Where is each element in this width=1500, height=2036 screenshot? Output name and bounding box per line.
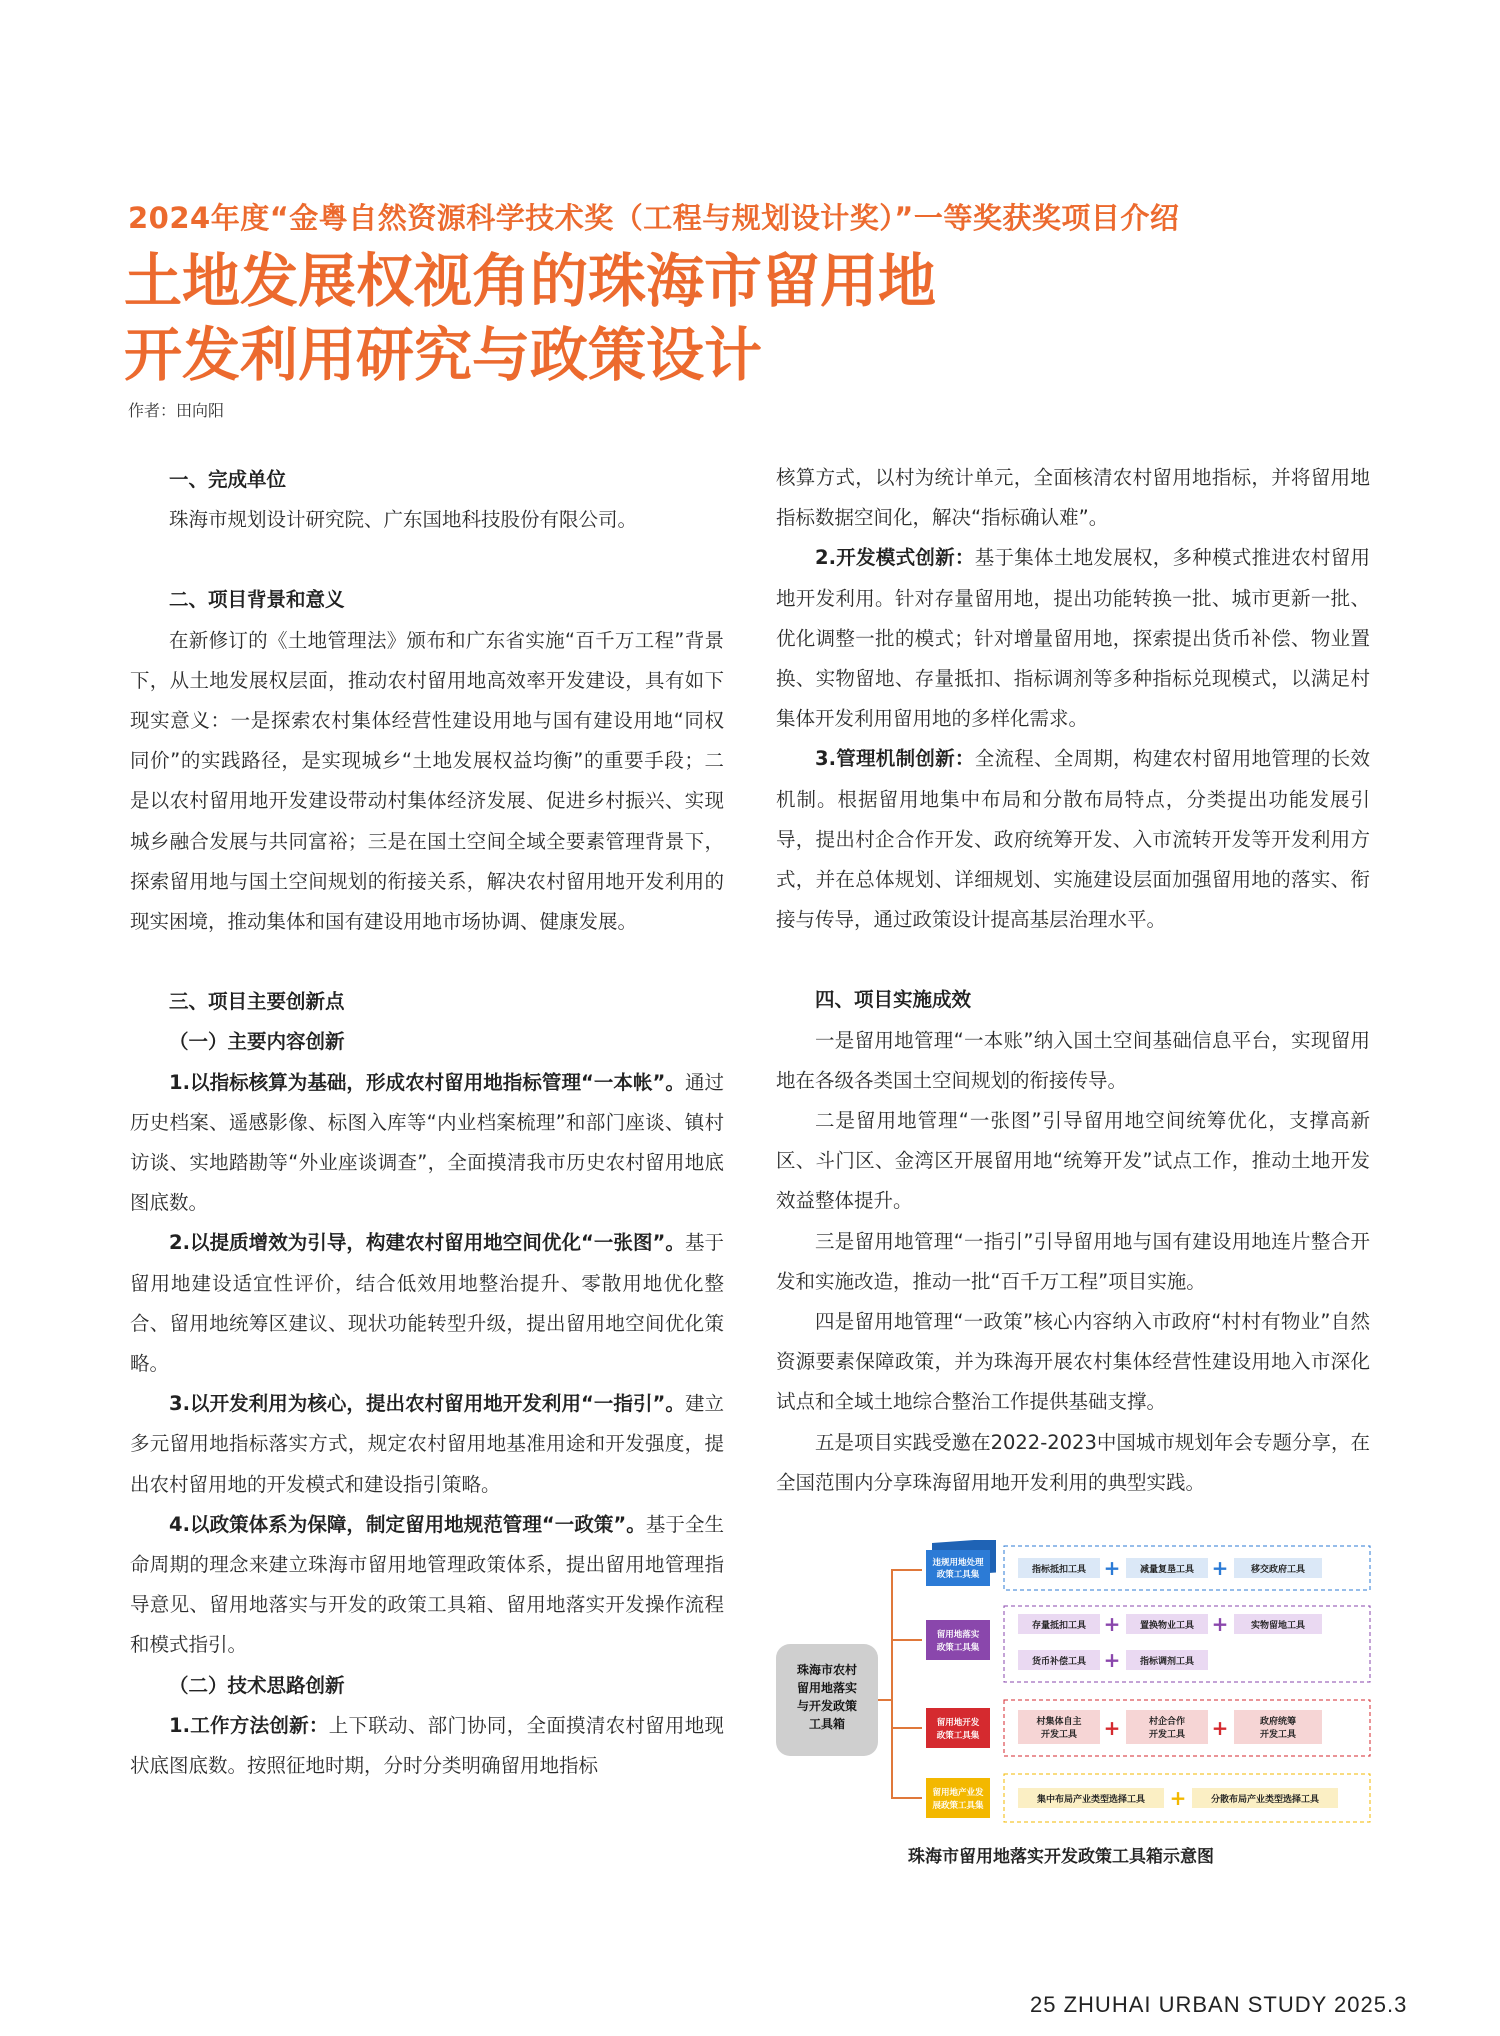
connector-lines — [878, 1570, 922, 1798]
bold-lead: 4.以政策体系为保障，制定留用地规范管理“一政策”。 — [169, 1512, 646, 1536]
paragraph — [130, 1706, 724, 1786]
plus-icon: + — [1103, 1648, 1121, 1672]
group-4-label-box — [926, 1778, 990, 1818]
group-2-label-2: 政策工具集 — [936, 1643, 980, 1653]
journal-name: ZHUHAI URBAN STUDY — [1063, 1992, 1327, 2017]
figure-caption: 珠海市留用地落实开发政策工具箱示意图 — [908, 1847, 1214, 1867]
paragraph — [130, 1384, 724, 1505]
title-line-2: 开发利用研究与政策设计 — [124, 321, 763, 389]
issue-number: 2025.3 — [1334, 1992, 1408, 2017]
plus-icon: + — [1103, 1716, 1121, 1740]
bold-lead: 2.开发模式创新： — [815, 546, 975, 570]
page-number: 25 — [1030, 1992, 1057, 2017]
group-2-label-1: 留用地落实 — [936, 1630, 980, 1640]
bold-lead: 1.以指标核算为基础，形成农村留用地指标管理“一本帐”。 — [169, 1070, 685, 1094]
tool-label: 减量复垦工具 — [1139, 1565, 1195, 1575]
bold-lead: 3.以开发利用为核心，提出农村留用地开发利用“一指引”。 — [169, 1392, 685, 1416]
paragraph: 核算方式，以村为统计单元，全面核清农村留用地指标，并将留用地指标数据空间化，解决“指标确认难”。 — [776, 466, 1370, 530]
page-footer — [1030, 1992, 1407, 2018]
tool-label: 存量抵扣工具 — [1031, 1621, 1087, 1631]
right-column — [776, 458, 1370, 1503]
paragraph: 二是留用地管理“一张图”引导留用地空间统筹优化，支撑高新区、斗门区、金湾区开展留用地“统筹开发”试点工作，推动土地开发效益整体提升。 — [776, 1109, 1370, 1213]
group-3-label-1: 留用地开发 — [936, 1718, 980, 1728]
tool-label: 货币补偿工具 — [1031, 1657, 1087, 1667]
tool-label: 开发工具 — [1259, 1730, 1297, 1740]
tool-label: 置换物业工具 — [1139, 1621, 1195, 1631]
plus-icon: + — [1211, 1716, 1229, 1740]
tool-label: 移交政府工具 — [1250, 1565, 1306, 1575]
group-3-label-box — [926, 1708, 990, 1748]
tool-label: 政府统筹 — [1259, 1717, 1297, 1727]
plus-icon: + — [1211, 1612, 1229, 1636]
subsection-heading-1: （一）主要内容创新 — [169, 1030, 345, 1054]
paragraph: 三是留用地管理“一指引”引导留用地与国有建设用地连片整合开发和实施改造，推动一批“百千万工程”项目实施。 — [776, 1229, 1370, 1293]
tool-label: 开发工具 — [1040, 1730, 1078, 1740]
paragraph: 珠海市规划设计研究院、广东国地科技股份有限公司。 — [169, 508, 638, 532]
paragraph-text: 基于留用地建设适宜性评价，结合低效用地整治提升、零散用地优化整合、留用地统筹区建议、现状功能转型升级，提出留用地空间优化策略。 — [130, 1231, 724, 1376]
tool-label: 开发工具 — [1148, 1730, 1186, 1740]
tool-label: 指标抵扣工具 — [1031, 1565, 1087, 1575]
center-label-3: 与开发政策 — [796, 1699, 858, 1713]
paragraph-text: 基于全生命周期的理念来建立珠海市留用地管理政策体系，提出留用地管理指导意见、留用地落实与开发的政策工具箱、留用地落实开发操作流程和模式指引。 — [130, 1512, 724, 1657]
tool-label: 集中布局产业类型选择工具 — [1036, 1795, 1146, 1805]
article-title — [124, 244, 1324, 392]
group-4-label-2: 展政策工具集 — [932, 1801, 984, 1811]
paragraph: 五是项目实践受邀在2022-2023中国城市规划年会专题分享，在全国范围内分享珠海留用地开发利用的典型实践。 — [776, 1430, 1370, 1494]
group-2-label-box — [926, 1620, 990, 1660]
tool-label: 村集体自主 — [1036, 1717, 1082, 1727]
section-heading-3: 三、项目主要创新点 — [169, 990, 345, 1014]
paragraph: 一是留用地管理“一本账”纳入国土空间基础信息平台，实现留用地在各级各类国土空间规划的衔接传导。 — [776, 1028, 1370, 1092]
tool-label: 实物留地工具 — [1250, 1621, 1306, 1631]
section-heading-4: 四、项目实施成效 — [815, 988, 972, 1012]
group-3-label-2: 政策工具集 — [936, 1731, 980, 1741]
group-4-label-1: 留用地产业发 — [932, 1788, 984, 1798]
author: 作者：田向阳 — [128, 401, 225, 420]
paragraph-text: 全流程、全周期，构建农村留用地管理的长效机制。根据留用地集中布局和分散布局特点，分类提出功能发展引导，提出村企合作开发、政府统筹开发、入市流转开发等开发利用方式，并在总体规划、详细规划、实施建设层面加强留用地的落实、衔接与传导，通过政策设计提高基层治理水平。 — [776, 747, 1370, 932]
tool-group-implementation — [926, 1606, 1370, 1682]
tool-group-violation — [926, 1540, 1370, 1590]
group-1-label-1: 违规用地处理 — [932, 1558, 984, 1568]
subsection-heading-2: （二）技术思路创新 — [169, 1673, 345, 1697]
section-heading-1: 一、完成单位 — [169, 468, 287, 491]
tool-label: 村企合作 — [1148, 1717, 1186, 1727]
plus-icon: + — [1103, 1556, 1121, 1580]
paragraph — [776, 739, 1370, 940]
plus-icon: + — [1211, 1556, 1229, 1580]
paragraph-text: 基于集体土地发展权，多种模式推进农村留用地开发利用。针对存量留用地，提出功能转换一批、城市更新一批、优化调整一批的模式；针对增量留用地，探索提出货币补偿、物业置换、实物留地、存量抵扣、指标调剂等多种指标兑现模式，以满足村集体开发利用留用地的多样化需求。 — [776, 546, 1370, 731]
policy-toolbox-diagram — [774, 1540, 1374, 1840]
tool-label: 分散布局产业类型选择工具 — [1210, 1795, 1320, 1805]
left-column — [130, 460, 724, 1786]
paragraph — [130, 1223, 724, 1384]
group-1-label-2: 政策工具集 — [936, 1570, 980, 1580]
paragraph-text: 建立多元留用地指标落实方式，规定农村留用地基准用途和开发强度，提出农村留用地的开发模式和建设指引策略。 — [130, 1392, 724, 1496]
center-label-1: 珠海市农村 — [796, 1663, 858, 1677]
center-label-4: 工具箱 — [808, 1717, 846, 1731]
paragraph — [130, 1505, 724, 1666]
pre-title: 2024年度“金粤自然资源科学技术奖（工程与规划设计奖）”一等奖获奖项目介绍 — [128, 201, 1180, 235]
section-heading-2: 二、项目背景和意义 — [169, 588, 345, 612]
plus-icon: + — [1169, 1786, 1187, 1810]
plus-icon: + — [1103, 1612, 1121, 1636]
paragraph-text: 上下联动、部门协同，全面摸清农村留用地现状底图底数。按照征地时期，分时分类明确留用地指标 — [130, 1713, 724, 1778]
paragraph: 在新修订的《土地管理法》颁布和广东省实施“百千万工程”背景下，从土地发展权层面，推动农村留用地高效率开发建设，具有如下现实意义：一是探索农村集体经营性建设用地与国有建设用地“同权同价”的实践路径，是实现城乡“土地发展权益均衡”的重要手段；二是以农村留用地开发建设带动村集体经济发展、促进乡村振兴、实现城乡融合发展与共同富裕；三是在国土空间全域全要素管理背景下，探索留用地与国土空间规划的衔接关系，解决农村留用地开发利用的现实困境，推动集体和国有建设用地市场协调、健康发展。 — [130, 628, 724, 934]
title-line-1: 土地发展权视角的珠海市留用地 — [124, 247, 937, 315]
group-1-label-box — [926, 1550, 990, 1586]
tool-label: 指标调剂工具 — [1139, 1657, 1195, 1667]
paragraph-text: 通过历史档案、遥感影像、标图入库等“内业档案梳理”和部门座谈、镇村访谈、实地踏勘等“外业座谈调查”，全面摸清我市历史农村留用地底图底数。 — [130, 1070, 724, 1215]
paragraph: 四是留用地管理“一政策”核心内容纳入市政府“村村有物业”自然资源要素保障政策，并为珠海开展农村集体经营性建设用地入市深化试点和全域土地综合整治工作提供基础支撑。 — [776, 1310, 1370, 1414]
paragraph — [130, 1063, 724, 1224]
tool-group-development — [926, 1700, 1370, 1756]
bold-lead: 2.以提质增效为引导，构建农村留用地空间优化“一张图”。 — [169, 1231, 685, 1255]
paragraph — [776, 538, 1370, 739]
tool-group-industry — [926, 1774, 1370, 1822]
bold-lead: 1.工作方法创新： — [169, 1713, 329, 1737]
bold-lead: 3.管理机制创新： — [815, 747, 975, 771]
center-label-2: 留用地落实 — [796, 1681, 858, 1695]
